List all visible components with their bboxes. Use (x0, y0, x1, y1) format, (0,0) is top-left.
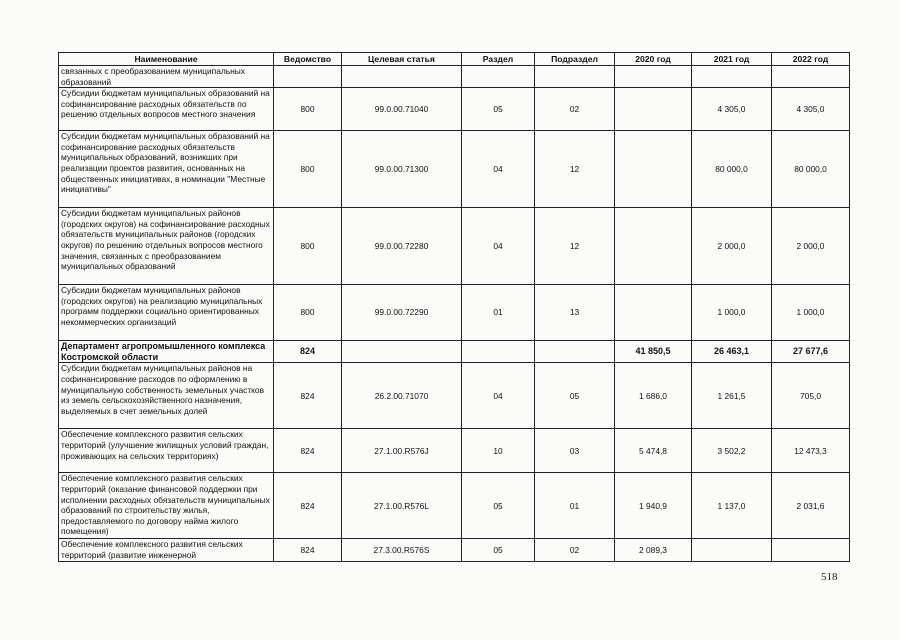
cell-razdel: 10 (462, 429, 535, 473)
cell-2021 (692, 66, 772, 88)
cell-vedomstvo: 824 (274, 341, 342, 363)
cell-vedomstvo: 824 (274, 429, 342, 473)
cell-2021: 1 137,0 (692, 473, 772, 539)
header-2020: 2020 год (615, 53, 692, 66)
header-statya: Целевая статья (342, 53, 462, 66)
cell-2020 (615, 285, 692, 341)
cell-podrazdel: 02 (535, 88, 615, 131)
cell-name: Обеспечение комплексного развития сельских территорий (улучшение жилищных условий граждан, проживающих на сельских территориях) (59, 429, 274, 473)
table-row (59, 131, 850, 208)
cell-2020: 1 940,9 (615, 473, 692, 539)
table-row (59, 341, 850, 363)
cell-2020: 2 089,3 (615, 539, 692, 561)
cell-2020 (615, 66, 692, 88)
cell-2022: 1 000,0 (772, 285, 850, 341)
cell-statya: 27.1.00.R576L (342, 473, 462, 539)
cell-name: Субсидии бюджетам муниципальных образований на софинансирование расходных обязательств муниципальных образований, возникших при реализации проектов развития, основанных на общественных инициативах, в номинации "Местные инициативы" (59, 131, 274, 208)
cell-vedomstvo: 800 (274, 208, 342, 285)
cell-statya: 99.0.00.72290 (342, 285, 462, 341)
budget-table-page (58, 52, 849, 562)
header-razdel: Раздел (462, 53, 535, 66)
table-row (59, 429, 850, 473)
cell-statya (342, 341, 462, 363)
cell-2020 (615, 131, 692, 208)
cell-statya: 26.2.00.71070 (342, 363, 462, 429)
cell-2021: 2 000,0 (692, 208, 772, 285)
cell-2022: 4 305,0 (772, 88, 850, 131)
cell-podrazdel: 12 (535, 208, 615, 285)
cell-name: Субсидии бюджетам муниципальных районов на софинансирование расходов по оформлению в муниципальную собственность земельных участков из земель сельскохозяйственного назначения, выделяемых в счет земельных долей (59, 363, 274, 429)
table-row (59, 285, 850, 341)
cell-statya: 99.0.00.71040 (342, 88, 462, 131)
cell-name: Субсидии бюджетам муниципальных районов (городских округов) на реализацию муниципальных программ поддержки социально ориентированных некоммерческих организаций (59, 285, 274, 341)
header-name: Наименование (59, 53, 274, 66)
cell-2021: 80 000,0 (692, 131, 772, 208)
cell-statya: 27.3.00.R576S (342, 539, 462, 561)
cell-podrazdel: 02 (535, 539, 615, 561)
cell-vedomstvo (274, 66, 342, 88)
cell-vedomstvo: 824 (274, 473, 342, 539)
cell-podrazdel: 13 (535, 285, 615, 341)
cell-vedomstvo: 800 (274, 88, 342, 131)
table-row (59, 208, 850, 285)
header-vedomstvo: Ведомство (274, 53, 342, 66)
cell-2020 (615, 208, 692, 285)
table-row (59, 473, 850, 539)
cell-podrazdel (535, 66, 615, 88)
cell-2020 (615, 88, 692, 131)
cell-name: Субсидии бюджетам муниципальных образований на софинансирование расходных обязательств по решению отдельных вопросов местного значения (59, 88, 274, 131)
budget-table (58, 52, 850, 562)
cell-podrazdel: 03 (535, 429, 615, 473)
cell-razdel: 04 (462, 131, 535, 208)
cell-podrazdel: 05 (535, 363, 615, 429)
table-row (59, 88, 850, 131)
cell-name: Департамент агропромышленного комплекса Костромской области (59, 341, 274, 363)
cell-2022: 2 031,6 (772, 473, 850, 539)
cell-razdel (462, 341, 535, 363)
cell-2020: 41 850,5 (615, 341, 692, 363)
cell-statya: 99.0.00.72280 (342, 208, 462, 285)
cell-razdel: 04 (462, 363, 535, 429)
cell-2021: 1 261,5 (692, 363, 772, 429)
cell-podrazdel (535, 341, 615, 363)
cell-statya: 27.1.00.R576J (342, 429, 462, 473)
cell-2022: 27 677,6 (772, 341, 850, 363)
table-header-row (59, 53, 850, 66)
cell-name: Обеспечение комплексного развития сельских территорий (оказание финансовой поддержки при исполнении расходных обязательств муниципальных образований по строительству жилья, предоставляемого по договору найма жилого помещения) (59, 473, 274, 539)
header-podrazdel: Подраздел (535, 53, 615, 66)
cell-razdel (462, 66, 535, 88)
cell-podrazdel: 01 (535, 473, 615, 539)
cell-2021: 26 463,1 (692, 341, 772, 363)
table-row (59, 66, 850, 88)
page-number: 518 (821, 571, 838, 583)
cell-vedomstvo: 824 (274, 363, 342, 429)
cell-statya (342, 66, 462, 88)
cell-2020: 5 474,8 (615, 429, 692, 473)
cell-2022 (772, 539, 850, 561)
cell-2021 (692, 539, 772, 561)
table-row (59, 363, 850, 429)
cell-vedomstvo: 824 (274, 539, 342, 561)
cell-vedomstvo: 800 (274, 285, 342, 341)
cell-razdel: 04 (462, 208, 535, 285)
cell-vedomstvo: 800 (274, 131, 342, 208)
cell-podrazdel: 12 (535, 131, 615, 208)
header-2021: 2021 год (692, 53, 772, 66)
cell-2022 (772, 66, 850, 88)
cell-2020: 1 686,0 (615, 363, 692, 429)
cell-2021: 3 502,2 (692, 429, 772, 473)
cell-razdel: 05 (462, 473, 535, 539)
cell-name: Субсидии бюджетам муниципальных районов (городских округов) на софинансирование расходных обязательств муниципальных районов (городских округов) по решению отдельных вопросов местного значения, связанных с преобразованием муниципальных образований (59, 208, 274, 285)
cell-razdel: 05 (462, 539, 535, 561)
cell-2022: 12 473,3 (772, 429, 850, 473)
cell-name: Обеспечение комплексного развития сельских территорий (развитие инженерной (59, 539, 274, 561)
cell-2022: 80 000,0 (772, 131, 850, 208)
table-body (59, 66, 850, 562)
cell-razdel: 05 (462, 88, 535, 131)
cell-2021: 4 305,0 (692, 88, 772, 131)
cell-statya: 99.0.00.71300 (342, 131, 462, 208)
header-2022: 2022 год (772, 53, 850, 66)
cell-razdel: 01 (462, 285, 535, 341)
cell-2022: 2 000,0 (772, 208, 850, 285)
cell-name: связанных с преобразованием муниципальных образований (59, 66, 274, 88)
cell-2021: 1 000,0 (692, 285, 772, 341)
cell-2022: 705,0 (772, 363, 850, 429)
table-row (59, 539, 850, 561)
